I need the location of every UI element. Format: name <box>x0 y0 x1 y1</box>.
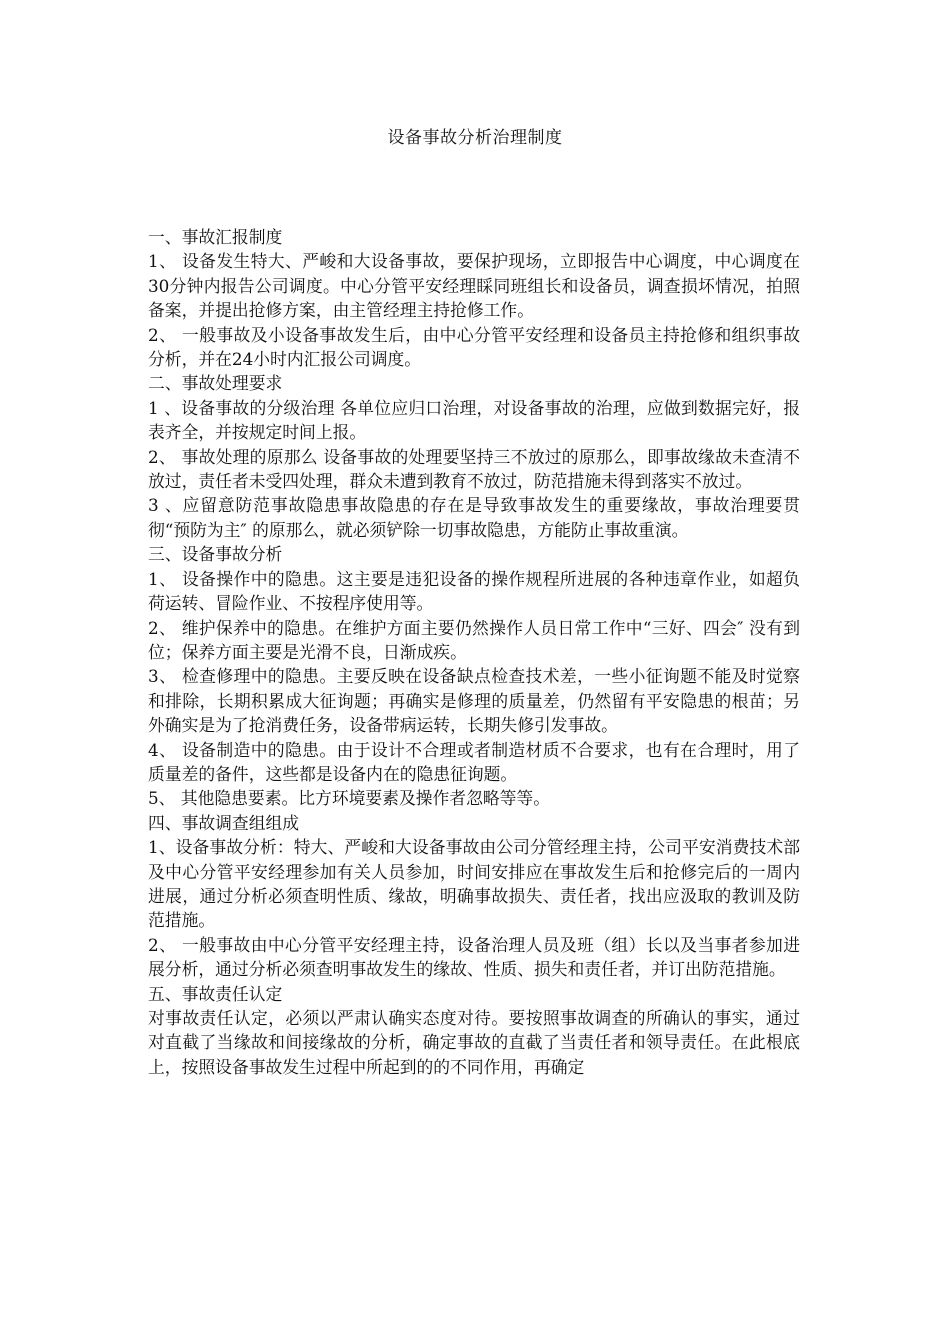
paragraph: 2、 维护保养中的隐患。在维护方面主要仍然操作人员日常工作中“三好、四会″ 没有到位；保养方面主要是光滑不良，日渐成疾。 <box>148 617 800 662</box>
paragraph: 1、 设备发生特大、严峻和大设备事故，要保护现场，立即报告中心调度，中心调度在30分钟内报告公司调度。中心分管平安经理睬同班组长和设备员，调查损坏情况，拍照备案，并提出抢修方案，由主管经理主持抢修工作。 <box>148 251 800 321</box>
paragraph: 对事故责任认定，必须以严肃认确实态度对待。要按照事故调查的所确认的事实，通过对直截了当缘故和间接缘故的分析，确定事故的直截了当责任者和领导责任。在此根底上，按照设备事故发生过程中所起到的的不同作用，再确定 <box>148 1008 800 1077</box>
paragraph: 1、 设备操作中的隐患。这主要是违犯设备的操作规程所进展的各种违章作业，如超负荷运转、冒险作业、不按程序使用等。 <box>148 568 800 614</box>
paragraph: 5、 其他隐患要素。比方环境要素及操作者忽略等等。 <box>148 788 550 809</box>
document-title: 设备事故分析治理制度 <box>387 128 563 148</box>
paragraph: 1、设备事故分析：特大、严峻和大设备事故由公司分管经理主持，公司平安消费技术部及中心分管平安经理参加有关人员参加，时间安排应在事故发生后和抢修完后的一周内进展，通过分析必须查明性质、缘故，明确事故损失、责任者，找出应汲取的教训及防范措施。 <box>148 837 800 931</box>
section-heading-2: 二、事故处理要求 <box>148 373 283 394</box>
paragraph: 3、 检查修理中的隐患。主要反映在设备缺点检查技术差，一些小征询题不能及时觉察和排除，长期积累成大征询题；再确实是修理的质量差，仍然留有平安隐患的根苗；另外确实是为了抢消费任务，设备带病运转，长期失修引发事故。 <box>148 666 800 736</box>
paragraph: 2、 一般事故及小设备事故发生后，由中心分管平安经理和设备员主持抢修和组织事故分析，并在24小时内汇报公司调度。 <box>148 324 800 370</box>
paragraph: 3 、应留意防范事故隐患事故隐患的存在是导致事故发生的重要缘故，事故治理要贯彻“预防为主″ 的原那么，就必须铲除一切事故隐患，方能防止事故重演。 <box>148 495 800 540</box>
section-heading-4: 四、事故调查组组成 <box>148 812 300 833</box>
section-heading-3: 三、设备事故分析 <box>148 544 283 565</box>
paragraph: 1 、设备事故的分级治理 各单位应归口治理，对设备事故的治理，应做到数据完好，报表齐全，并按规定时间上报。 <box>148 397 800 443</box>
paragraph: 4、 设备制造中的隐患。由于设计不合理或者制造材质不合要求，也有在合理时，用了质量差的备件，这些都是设备内在的隐患征询题。 <box>148 739 800 784</box>
section-heading-1: 一、事故汇报制度 <box>148 227 283 247</box>
paragraph: 2、 事故处理的原那么 设备事故的处理要坚持三不放过的原那么，即事故缘故未查清不放过，责任者未受四处理，群众未遭到教育不放过，防范措施未得到落实不放过。 <box>148 446 800 492</box>
document-body <box>148 225 800 1079</box>
section-heading-5: 五、事故责任认定 <box>148 983 283 1004</box>
paragraph: 2、 一般事故由中心分管平安经理主持，设备治理人员及班（组）长以及当事者参加进展分析，通过分析必须查明事故发生的缘故、性质、损失和责任者，并订出防范措施。 <box>148 934 800 980</box>
